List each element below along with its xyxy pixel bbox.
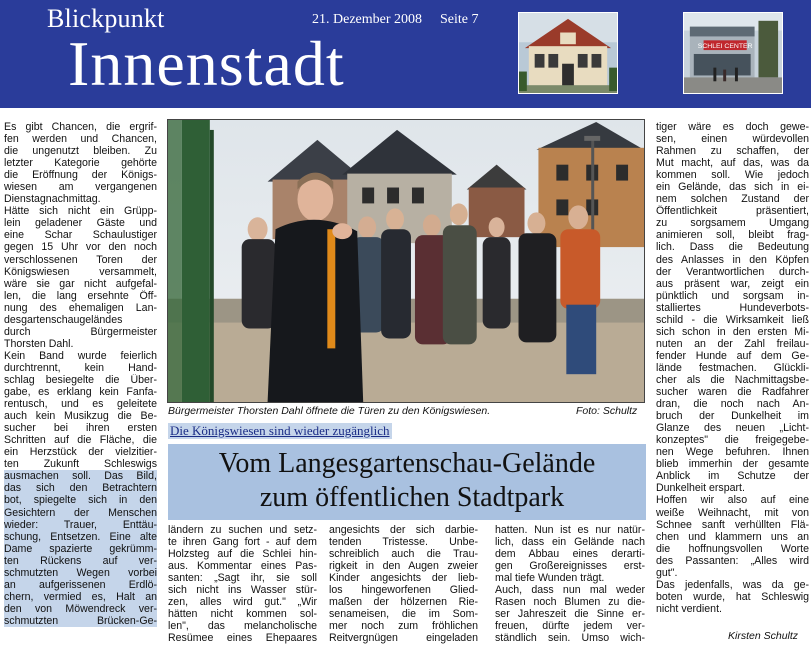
text-line: te ihren Gang fort - auf dem <box>168 536 317 549</box>
text-line: die ungenutzt bleiben. Zu <box>4 145 157 158</box>
text-line: Kein Band wurde feierlich <box>4 349 157 362</box>
photo-credit: Foto: Schultz <box>576 405 638 417</box>
text-line: angesichts der sich darbie- <box>329 524 478 536</box>
text-line: Glanze des neuen „Licht- <box>656 422 809 435</box>
text-line: nicht verdient. <box>656 602 722 615</box>
text-line: Dunkelheit erspart. <box>656 482 745 495</box>
text-line: Rasen noch Blumen zu die- <box>495 596 645 609</box>
text-line: cher als die Nachmittagsbe- <box>656 373 809 386</box>
text-line: Auch, dass nun mal weder <box>495 584 645 597</box>
text-line: nem solchen Zustand der <box>656 193 809 206</box>
text-line: nung des ehemaligen Lan- <box>4 301 157 314</box>
text-line: Es gibt Chancen, die ergrif- <box>4 121 157 133</box>
text-line: rigkeit in den Augen zweier <box>329 560 478 573</box>
text-line: desgartenschaugeländes <box>4 313 123 326</box>
text-line: fen werden und Chancen, <box>4 133 157 146</box>
text-line: Dienstagnachmittag. <box>4 193 101 206</box>
text-line: kommen soll. Wie jedoch <box>656 169 809 182</box>
text-line: santen: „Sagt ihr, sie soll <box>168 572 317 585</box>
photo-caption: Bürgermeister Thorsten Dahl öffnete die Türen zu den Königswiesen. <box>168 405 491 417</box>
text-line: Kinder angesichts der lieb- <box>329 572 478 585</box>
text-line: des Passanten: „Alles wird <box>656 554 809 567</box>
text-line: Mut macht, auf das, was da <box>656 157 809 170</box>
text-line: Das jedenfalls, was da ge- <box>656 578 809 591</box>
text-line: hatten. Nun ist es nur natür- <box>495 524 645 536</box>
text-line: zen, alles wird gut." „Wir <box>168 596 317 609</box>
text-line: blieb immerhin der gesamte <box>656 458 809 471</box>
text-line: Rahmen zu schaffen, der <box>656 145 809 158</box>
text-line: Resümee eines Ehepaares <box>168 632 317 645</box>
text-line: lich, dass ein Gelände nach <box>495 536 645 549</box>
article-column-5 <box>656 121 809 615</box>
text-line: sucher waren die Radfahrer <box>656 386 809 399</box>
text-line: aus präsent war, zeigt ein <box>656 277 809 290</box>
text-line: tiger wäre es doch gewe- <box>656 121 809 133</box>
text-line: boten wurde, hat Schleswig <box>656 590 809 603</box>
masthead-photo-shopping-center <box>683 12 783 94</box>
text-line: len, die lang ersehnte Öff- <box>4 289 157 302</box>
text-line: schmutzten Brücken-Ge- <box>4 614 157 627</box>
text-line: mer noch zum fröhlichen <box>329 620 478 633</box>
text-line: Gesichtern der Menschen <box>4 506 157 519</box>
masthead <box>0 0 811 108</box>
text-line: Öffentlichkeit präsentiert, <box>656 205 809 218</box>
text-line: Schnee sanft verhüllten Flä- <box>656 518 809 531</box>
text-line: eine Schar Schaulustiger <box>4 229 157 242</box>
text-line: wiesen am vergangenen <box>4 181 157 194</box>
text-line: Hoffen wir also auf eine <box>656 494 809 507</box>
text-line: ten Zukunft Schleswigs <box>4 458 157 471</box>
text-line: ein Herzstück der vielzitier- <box>4 446 157 459</box>
article-column-2 <box>168 524 317 644</box>
text-line: mal tiefe Wunden trägt. <box>495 572 605 585</box>
text-line: schlag besiegelte die Über- <box>4 373 157 386</box>
text-line: schreiblich auch die Trau- <box>329 548 478 561</box>
text-line: das sich den Betrachtern <box>4 482 157 495</box>
article-column-3 <box>329 524 478 644</box>
text-line: ländern zu suchen und setz- <box>168 524 317 536</box>
article-column-1 <box>4 121 157 627</box>
text-line: lich. Dass die Bedeutung <box>656 241 809 254</box>
text-line: sucher bei ihren ersten <box>4 422 157 435</box>
text-line: bot, spiegelte sich in den <box>4 494 157 507</box>
text-line: gabe, es erklang kein Fanfa- <box>4 386 157 399</box>
article-photo <box>167 119 645 403</box>
page-number: Seite 7 <box>440 12 479 27</box>
text-line: chern, vermied es, Halt an <box>4 590 157 603</box>
text-line: gegen 15 Uhr vor den noch <box>4 241 157 254</box>
text-line: maßen der hölzernen Rie- <box>329 596 478 609</box>
text-line: Schritten auf die Fläche, die <box>4 434 157 447</box>
text-line: animieren soll, bleibt frag- <box>656 229 809 242</box>
text-line: letzter Kategorie gehörte <box>4 157 157 170</box>
text-line: an aufgerissenen Erdlö- <box>4 578 157 591</box>
text-line: schild - die Wirksamkeit ließ <box>656 313 809 326</box>
text-line: sich nicht ins Wasser stür- <box>168 584 317 597</box>
text-line: Holzsteg auf die Schlei hin- <box>168 548 317 561</box>
text-line: den von Möwendreck ver- <box>4 602 157 615</box>
text-line: auch kein Musikzug die Be- <box>4 410 157 423</box>
text-line: die hoffnungsvollen Worte <box>656 542 809 555</box>
text-line: pünktlich und sorgsam in- <box>656 289 809 302</box>
text-line: Reitvergnügen eingeladen <box>329 632 478 645</box>
shop-sign-text: SCHLEI CENTER <box>697 43 753 51</box>
text-line: nuten an der Zahl freilau- <box>656 337 809 350</box>
text-line: die Eröffnung der Königs- <box>4 169 157 182</box>
masthead-title: Innenstadt <box>68 28 345 99</box>
text-line: Dame spazierte gekrümm- <box>4 542 157 555</box>
text-line: zu sorgsamem Umgang <box>656 217 809 230</box>
text-line: hätten nicht kommen sol- <box>168 608 317 621</box>
text-line: ser Jahreszeit die Sinne er- <box>495 608 645 621</box>
text-line: gen Großereignisses erst- <box>495 560 645 573</box>
text-line: gut". <box>656 566 678 579</box>
text-line: Königswiesen versammelt, <box>4 265 157 278</box>
article-headline <box>168 444 646 520</box>
text-line: tenden Tristesse. Unbe- <box>329 536 478 549</box>
text-line: ständlich sein. Umso wich- <box>495 632 645 645</box>
text-line: schmutzten Wegen vorbei <box>4 566 157 579</box>
masthead-photo-building <box>518 12 618 94</box>
text-line: wäre sie gar nicht aufgefal- <box>4 277 157 290</box>
masthead-kicker: Blickpunkt <box>47 4 165 33</box>
text-line: senameisen, die im Som- <box>329 608 478 621</box>
text-line: wieder: Trauer, Enttäu- <box>4 518 157 531</box>
text-line: rentusch, und es geleitete <box>4 398 157 411</box>
headline-line-1: Vom Langesgartenschau-Gelände <box>218 448 596 479</box>
text-line: weiße Weihnacht, mit von <box>656 506 809 519</box>
text-line: lände festmachen. Glückli- <box>656 361 809 374</box>
text-line: des Anlasses in den Köpfen <box>656 253 809 266</box>
text-line: der Verantwortlichen durch- <box>656 265 809 278</box>
text-line: aus. Kommentar eines Pas- <box>168 560 317 573</box>
text-line: schung, Entsetzen. Eine alte <box>4 530 157 543</box>
text-line: ten Rückens auf ver- <box>4 554 157 567</box>
text-line: ein Gelände, das sich in ei- <box>656 181 809 194</box>
text-line: sen, einen würdevollen <box>656 133 809 146</box>
article-author: Kirsten Schultz <box>728 630 799 642</box>
text-line: ausmachen soll. Das Bild, <box>4 470 157 483</box>
text-line: dran, die noch nach An- <box>656 398 809 411</box>
text-line: freuen, dürfte jedem ver- <box>495 620 645 633</box>
text-line: verschlossenen Toren der <box>4 253 157 266</box>
text-line: durchtrennt, kein Hand- <box>4 361 157 374</box>
article-rubric: Die Königswiesen sind wieder zugänglich <box>170 423 390 438</box>
text-line: fender Hunde auf dem Ge- <box>656 349 809 362</box>
text-line: sich schon in den ersten Mi- <box>656 325 809 338</box>
article-column-4 <box>495 524 645 644</box>
text-line: len", das melancholische <box>168 620 317 633</box>
text-line: dem Abbau eines derarti- <box>495 548 645 561</box>
text-line: los hingeworfenen Glied- <box>329 584 478 597</box>
text-line: Anblick im Schutze der <box>656 470 809 483</box>
text-line: lein geladener Gäste und <box>4 217 157 230</box>
issue-date: 21. Dezember 2008 <box>312 12 423 27</box>
headline-line-2: zum öffentlichen Stadtpark <box>259 482 565 513</box>
text-line: stalliertes Hundeverbots- <box>656 301 809 314</box>
text-line: chen und klammern uns an <box>656 530 809 543</box>
text-line: bruch der Dunkelheit im <box>656 410 809 423</box>
text-line: Hätte sich nicht ein Grüpp- <box>4 205 157 218</box>
text-line: Thorsten Dahl. <box>4 337 74 350</box>
text-line: konzeptes" die freigegebe- <box>656 434 809 447</box>
text-line: durch Bürgermeister <box>4 325 157 338</box>
text-line: nen Wege befuhren. Ihnen <box>656 446 809 459</box>
